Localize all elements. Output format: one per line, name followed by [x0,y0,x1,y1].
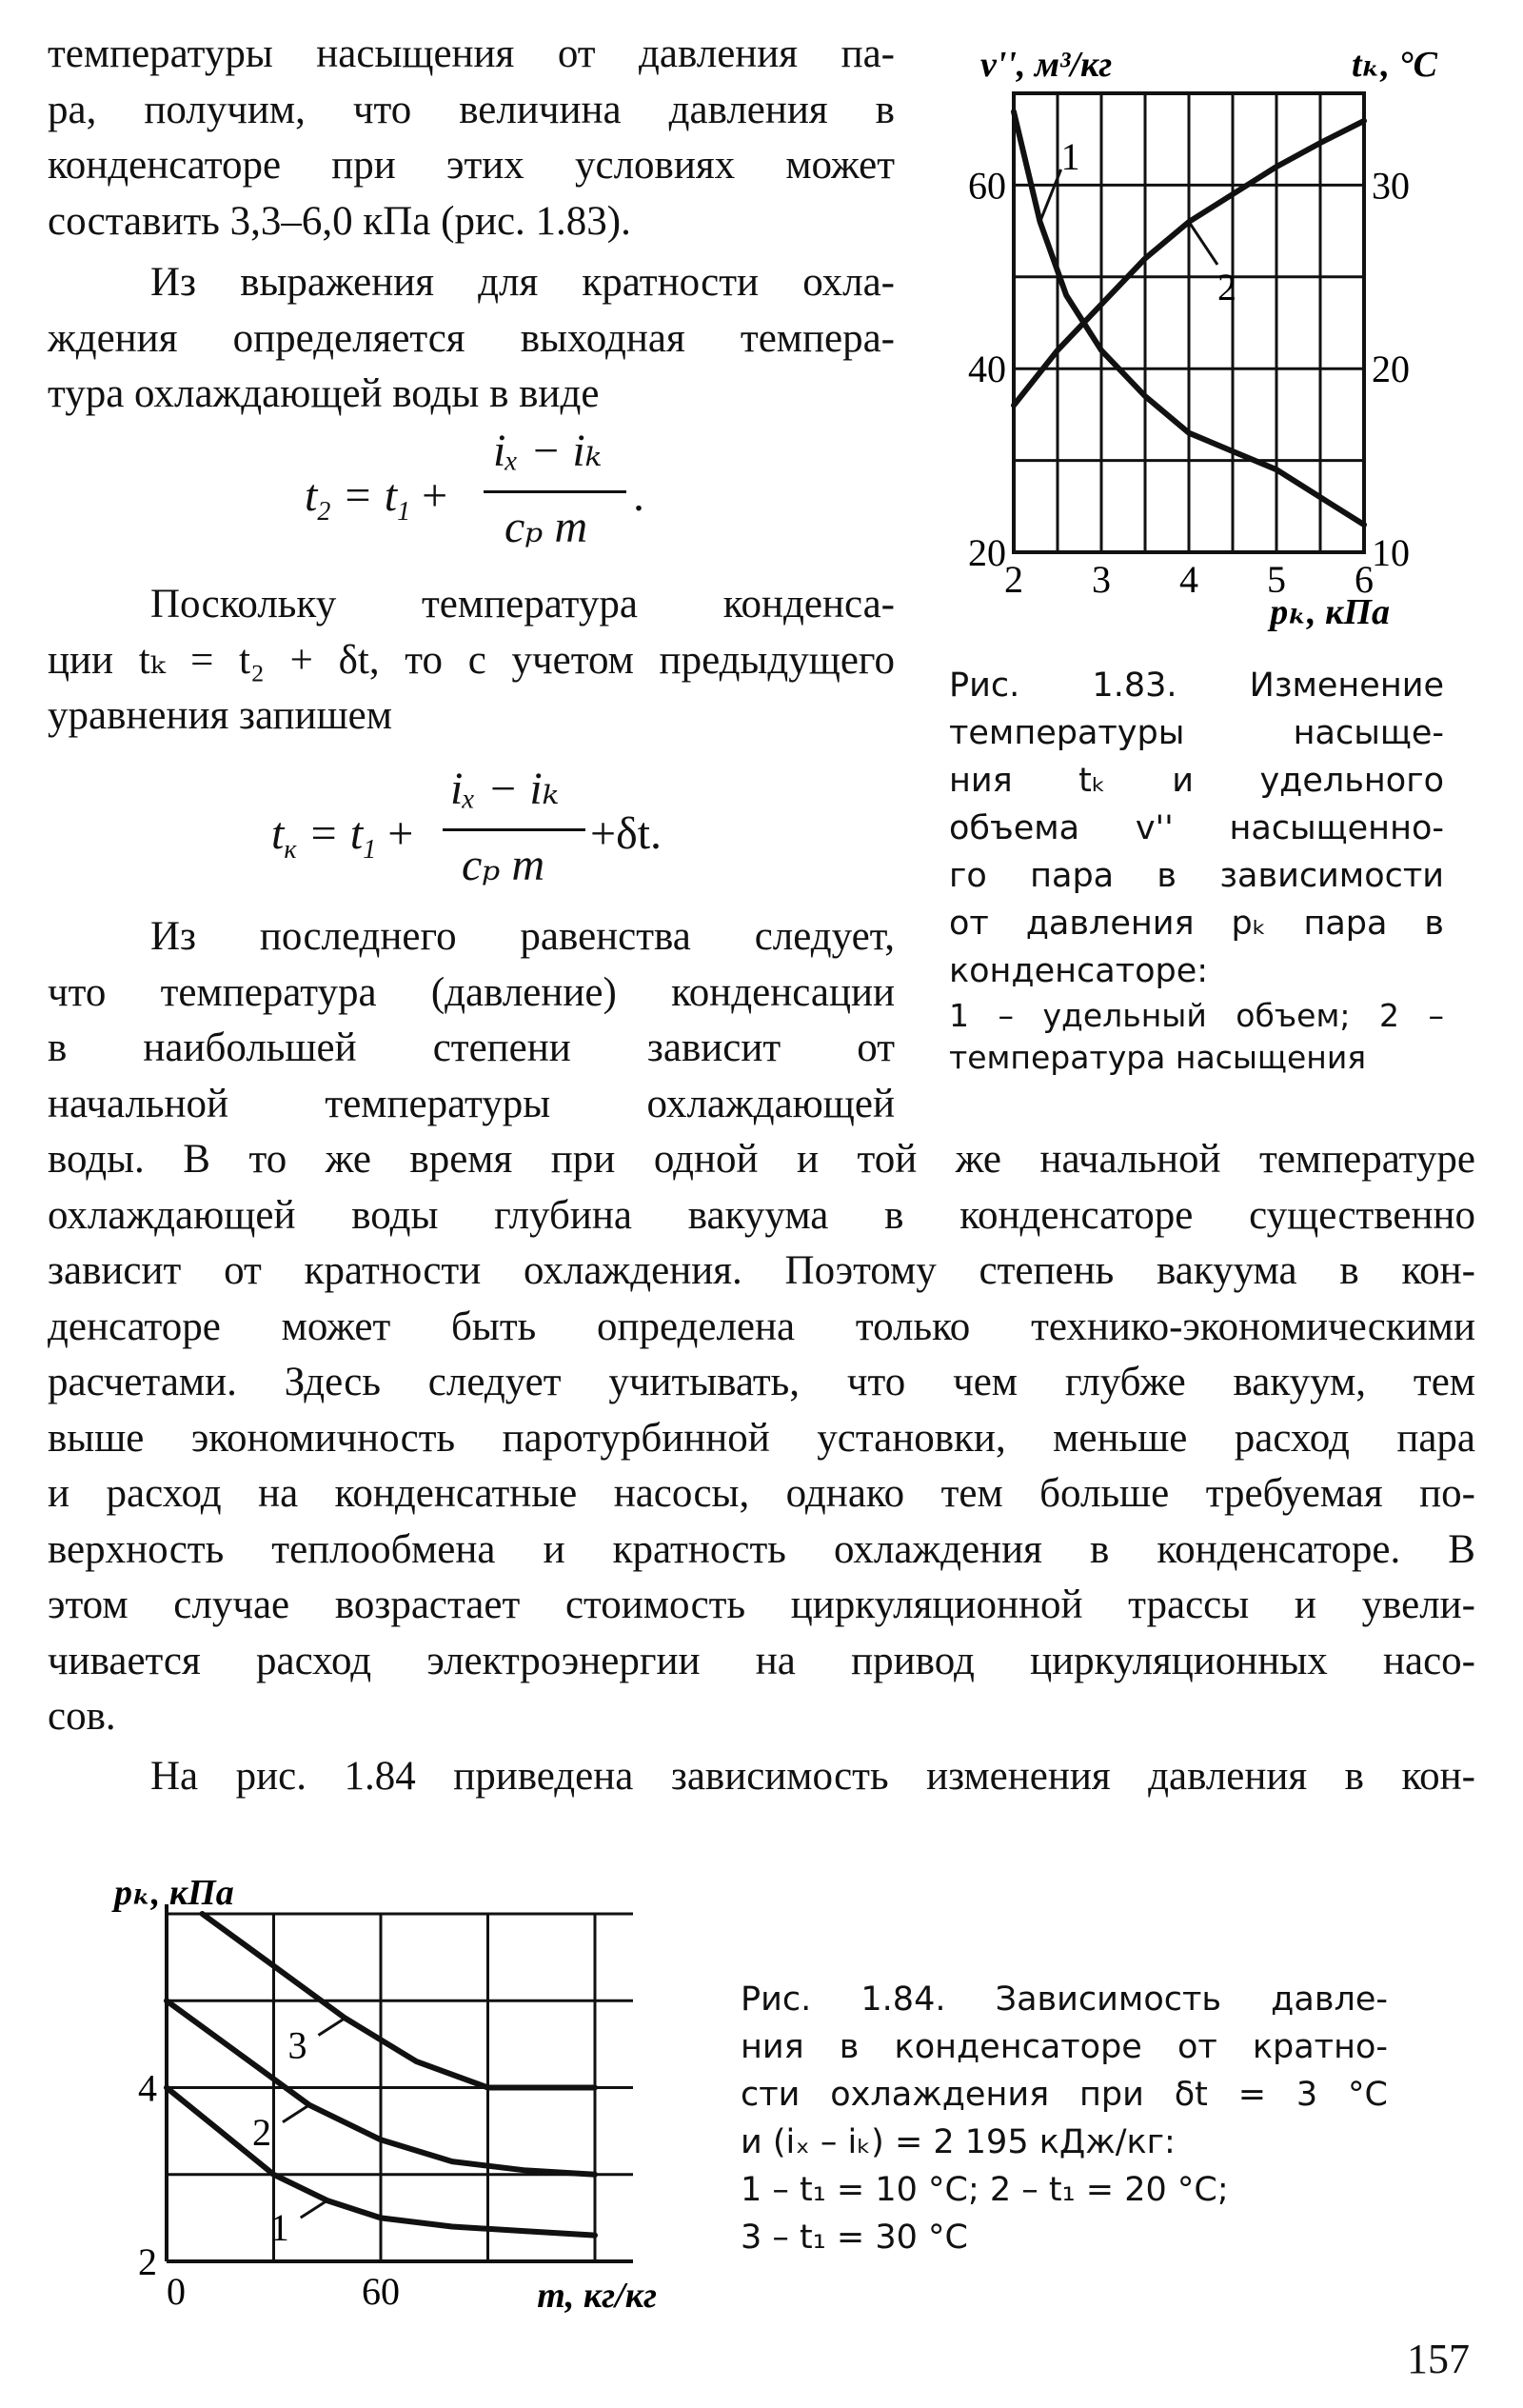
y-right-tick-label: 20 [1372,348,1410,391]
formula-plus: + [387,808,414,859]
caption-line: объема v'' насыщенно- [949,809,1444,847]
series-label-3: 3 [287,2023,307,2067]
x-axis-label: m, кг/кг [537,2276,657,2314]
paragraph-conclusion [48,909,895,1132]
paragraph-full-width [48,1132,1475,1745]
y-tick-label: 2 [138,2240,157,2283]
caption-line: ния в конденсаторе от кратно- [741,2028,1388,2066]
caption-line: Рис. 1.83. Изменение [949,667,1444,705]
text-line: конденсаторе при этих условиях может [48,143,895,188]
figure-1-84-caption [741,1976,1388,2261]
series-label-2: 2 [252,2110,271,2154]
fraction-bar [443,828,585,831]
formula-sub: к [284,835,297,865]
text-line: выше экономичность паротурбинной установки, меньше расход пара [48,1415,1475,1461]
formula-end: +δt. [590,808,663,859]
formula-lhs: t [271,808,285,859]
series-label-leader [283,2105,309,2122]
text-line: ра, получим, что величина давления в [48,87,895,132]
text-line: в наибольшей степени зависит от [48,1025,895,1070]
text-line: тура охлаждающей воды в виде [48,371,600,416]
text-line: На рис. 1.84 приведена зависимость изменения давления в кон- [150,1754,1475,1799]
y-right-tick-label: 30 [1372,164,1410,208]
series-label-1: 1 [1060,134,1080,178]
text-line: расчетами. Здесь следует учитывать, что чем глубже вакуум, тем [48,1360,1475,1404]
caption-line: конденсаторе: [949,952,1209,990]
text-line: уравнения запишем [48,693,392,738]
paragraph-intro [48,27,895,249]
figure-1-83-legend [949,995,1444,1079]
text-line: Из выражения для кратности охла- [150,260,895,305]
text-line: составить 3,3–6,0 кПа (рис. 1.83). [48,198,631,244]
x-tick-label: 5 [1267,558,1286,601]
text-line: Из последнего равенства следует, [150,914,895,959]
text-line: Поскольку температура конденса- [150,582,895,627]
formula-denominator: cₚ m [462,840,545,890]
paragraph-last [48,1749,1475,1805]
caption-line: и (iₓ – iₖ) = 2 195 кДж/кг: [741,2123,1176,2161]
formula-sub: 1 [363,835,377,865]
fraction-bar [484,490,626,493]
x-tick-label: 0 [167,2270,186,2313]
formula-numerator: iₓ − iₖ [493,426,603,476]
text-line: денсаторе может быть определена только технико-экономическими [48,1304,1475,1349]
text-line: сов. [48,1694,116,1739]
formula-tk [271,762,690,905]
legend-line: 1 – удельный объем; 2 – [949,997,1444,1034]
caption-line: температуры насыще- [949,714,1444,752]
caption-line: Рис. 1.84. Зависимость давле- [741,1980,1388,2019]
x-tick-label: 60 [362,2270,400,2313]
text-line: этом случае возрастает стоимость циркуляционной трассы и увели- [48,1582,1475,1627]
formula-numerator: iₓ − iₖ [450,764,560,814]
y-left-tick-label: 20 [968,531,1006,574]
text-line: ждения определяется выходная темпера- [48,315,895,361]
figure-1-83-caption [949,662,1444,1079]
paragraph-ratio [48,255,895,423]
text-line: начальной температуры охлаждающей [48,1081,895,1126]
text-line: чивается расход электроэнергии на привод циркуляционных насо- [48,1638,1475,1683]
series-label-leader [301,2200,327,2218]
figure-1-83-chart [942,29,1456,638]
formula-eq: = t [307,808,364,859]
x-tick-label: 4 [1179,558,1198,601]
formula-denominator: cₚ m [504,502,588,552]
formula-end: . [633,470,644,521]
formula-plus: + [422,470,448,521]
formula-t2 [305,424,647,567]
x-axis-label: pₖ, кПа [1270,592,1390,632]
caption-line: ния tₖ и удельного [949,762,1444,800]
formula-lhs: t [305,470,318,521]
text-line: зависит от кратности охлаждения. Поэтому степень вакуума в кон- [48,1248,1475,1293]
x-tick-label: 2 [1004,558,1023,601]
legend-line: температура насыщения [949,1039,1367,1076]
y-axis-label: pₖ, кПа [114,1876,234,1913]
y-left-tick-label: 60 [968,164,1006,208]
text-line: что температура (давление) конденсации [48,969,895,1015]
caption-line: сти охлаждения при δt = 3 °С [741,2076,1388,2114]
caption-line: 1 – t₁ = 10 °С; 2 – t₁ = 20 °С; [741,2171,1229,2209]
series-label-leader [1189,222,1217,265]
formula-sub: 1 [397,497,411,527]
series-label-1: 1 [269,2206,289,2250]
page-number: 157 [1407,2336,1470,2382]
formula-sub: 2 [317,497,331,527]
caption-line: го пара в зависимости [949,857,1444,895]
text-line: ции tₖ = t₂ + δt, то с учетом предыдущего [48,637,895,683]
y-tick-label: 4 [138,2066,157,2110]
y-right-axis-label: tₖ, °С [1352,45,1437,85]
text-line: температуры насыщения от давления па- [48,31,895,76]
text-line: и расход на конденсатные насосы, однако тем больше требуемая по- [48,1471,1475,1516]
figure-1-84-chart [95,1876,666,2314]
y-right-tick-label: 10 [1372,531,1410,574]
paragraph-since [48,577,895,745]
caption-line: от давления pₖ пара в [949,905,1444,943]
series-label-leader [319,2019,346,2036]
y-left-tick-label: 40 [968,348,1006,391]
text-line: охлаждающей воды глубина вакуума в конденсаторе существенно [48,1192,1475,1238]
x-tick-label: 6 [1355,558,1374,601]
y-left-axis-label: v'', м³/кг [980,45,1113,85]
text-line: воды. В то же время при одной и той же начальной температуре [48,1137,1475,1182]
x-tick-label: 3 [1092,558,1111,601]
text-line: верхность теплообмена и кратность охлаждения в конденсаторе. В [48,1526,1475,1572]
caption-line: 3 – t₁ = 30 °С [741,2219,968,2257]
formula-eq: = t [342,470,398,521]
series-label-2: 2 [1217,265,1236,308]
